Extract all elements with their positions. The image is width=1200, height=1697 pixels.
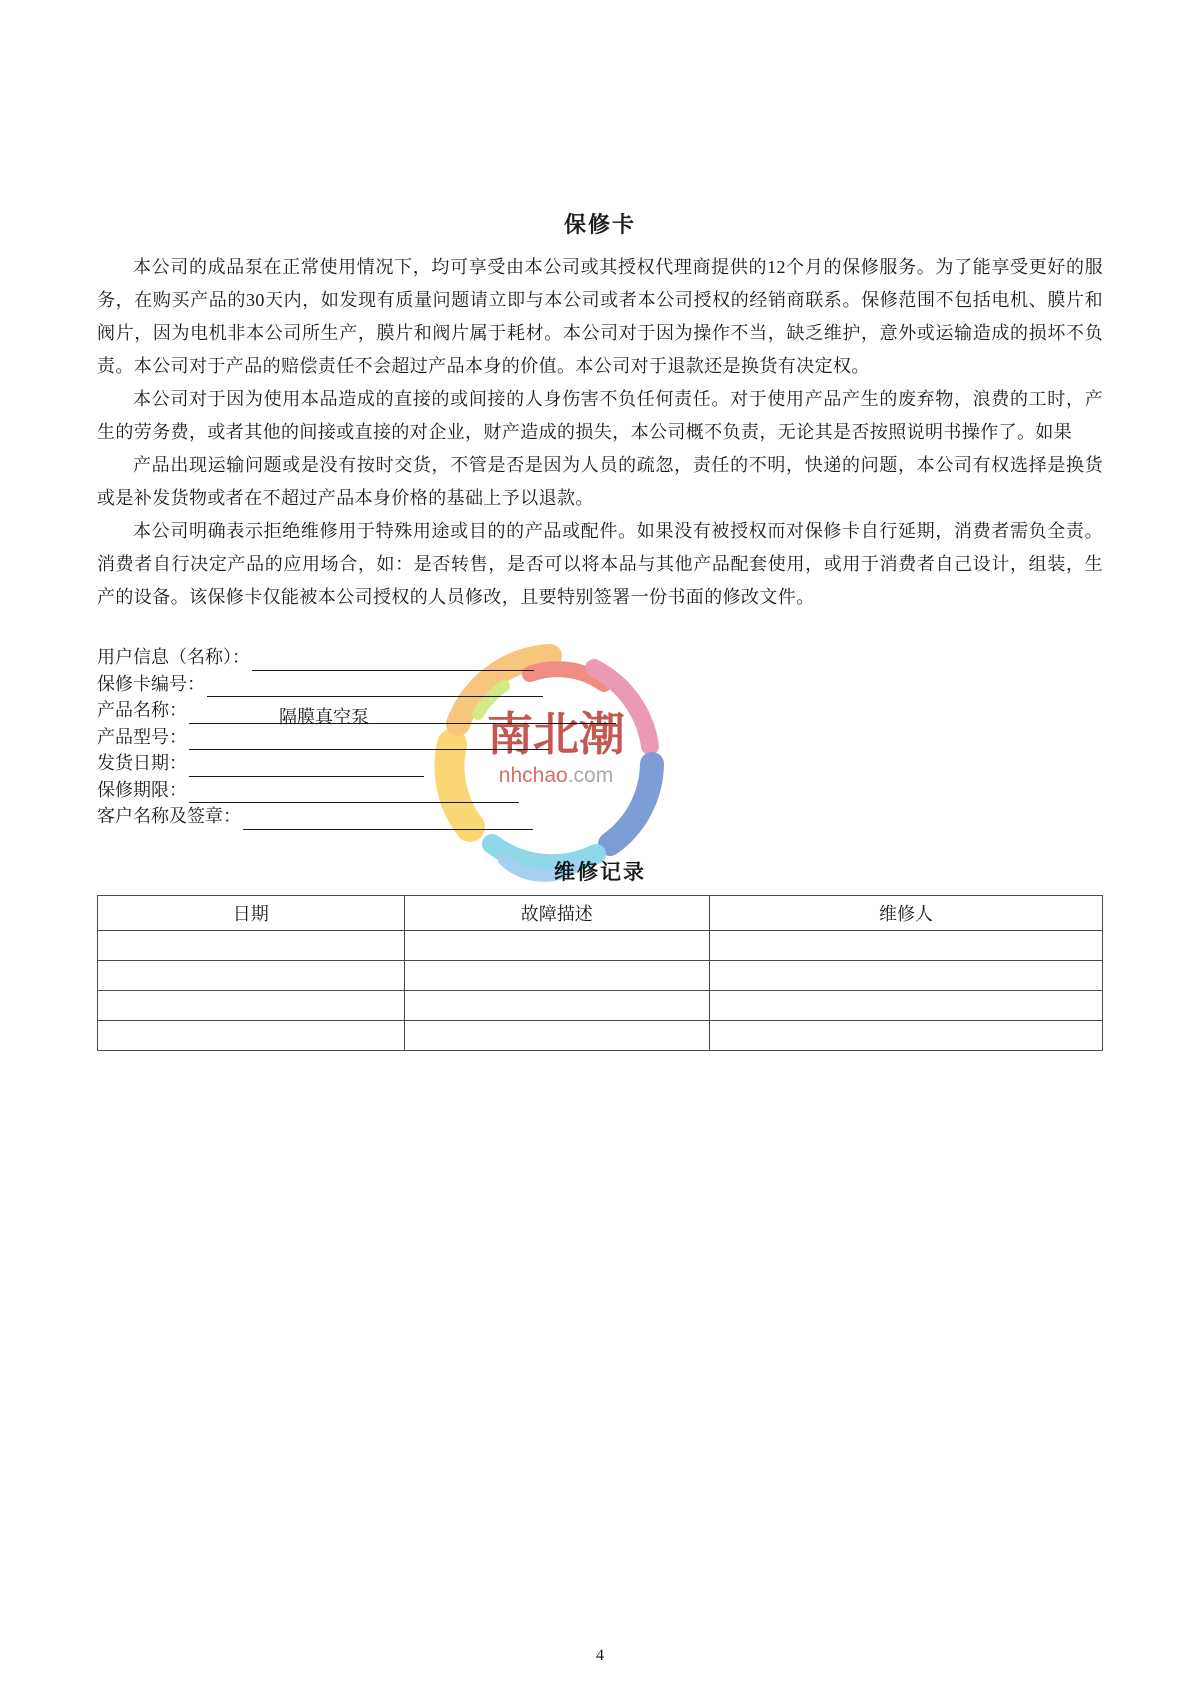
cell-date: [98, 960, 405, 990]
form-value-product-name: 隔膜真空泵: [279, 706, 369, 727]
form-line-customer-signature: [243, 810, 533, 830]
table-row: [98, 960, 1103, 990]
cell-maintainer: [710, 1020, 1103, 1050]
column-header-fault-description: 故障描述: [404, 895, 710, 930]
cell-maintainer: [710, 930, 1103, 960]
watermark-name-text: 南北潮: [487, 709, 625, 760]
table-row: [98, 1020, 1103, 1050]
watermark-domain-text: nhchao: [498, 764, 568, 787]
maintenance-records-table: [97, 895, 1103, 1051]
table-row: [98, 930, 1103, 960]
watermark-tld-text: .com: [567, 764, 614, 787]
page-title: 保修卡: [563, 212, 636, 237]
form-label-warranty-period: 保修期限：: [97, 779, 187, 800]
warranty-paragraph-3: 产品出现运输问题或是没有按时交货，不管是否是因为人员的疏忽，责任的不明，快递的问题，本公司有权选择是换货或是补发货物或者在不超过产品本身价格的基础上予以退款。: [97, 455, 1103, 508]
cell-maintainer: [710, 990, 1103, 1020]
form-label-product-name: 产品名称：: [97, 700, 187, 720]
warranty-paragraph-2: 本公司对于因为使用本品造成的直接的或间接的人身伤害不负任何责任。对于使用产品产生的废弃物，浪费的工时，产生的劳务费，或者其他的间接或直接的对企业，财产造成的损失，本公司概不负责，无论其是否按照说明书操作了。如果: [97, 389, 1103, 442]
form-label-user-info: 用户信息（名称）：: [97, 647, 250, 667]
warranty-paragraph-4: 本公司明确表示拒绝维修用于特殊用途或目的的产品或配件。如果没有被授权而对保修卡自行延期，消费者需负全责。消费者自行决定产品的应用场合，如：是否转售，是否可以将本品与其他产品配套使用，或用于消费者自己设计，组装，生产的设备。该保修卡仅能被本公司授权的人员修改，且要特别签署一份书面的修改文件。: [97, 521, 1103, 607]
form-line-product-name: [189, 704, 616, 727]
form-field-product-model: [97, 724, 1103, 751]
cell-fault-description: [404, 1020, 710, 1050]
maintenance-records-title: 维修记录: [554, 859, 646, 884]
cell-fault-description: [404, 990, 710, 1020]
form-field-warranty-period: [97, 777, 1103, 804]
column-header-maintainer: 维修人: [710, 895, 1103, 930]
warranty-form: [97, 644, 1103, 830]
form-field-ship-date: [97, 750, 1103, 777]
form-field-card-number: [97, 671, 1103, 698]
form-line-card-number: [207, 677, 543, 697]
table-row: [98, 990, 1103, 1020]
form-line-ship-date: [189, 757, 424, 777]
form-field-customer-signature: [97, 803, 1103, 830]
form-label-card-number: 保修卡编号：: [97, 673, 205, 694]
form-field-user-info: [97, 644, 1103, 671]
cell-fault-description: [404, 960, 710, 990]
warranty-paragraph-1: 本公司的成品泵在正常使用情况下，均可享受由本公司或其授权代理商提供的12个月的保修服务。为了能享受更好的服务，在购买产品的30天内，如发现有质量问题请立即与本公司或者本公司授权的经销商联系。保修范围不包括电机、膜片和阀片，因为电机非本公司所生产，膜片和阀片属于耗材。本公司对于因为操作不当，缺乏维护，意外或运输造成的损坏不负责。本公司对于产品的赔偿责任不会超过产品本身的价值。本公司对于退款还是换货有决定权。: [97, 257, 1103, 376]
cell-fault-description: [404, 930, 710, 960]
table-header-row: [98, 895, 1103, 930]
form-line-user-info: [252, 651, 534, 671]
form-line-warranty-period: [189, 783, 519, 803]
form-label-product-model: 产品型号：: [97, 726, 187, 747]
form-field-product-name: [97, 697, 1103, 727]
cell-date: [98, 990, 405, 1020]
form-label-ship-date: 发货日期：: [97, 753, 187, 773]
cell-date: [98, 1020, 405, 1050]
column-header-date: 日期: [98, 895, 405, 930]
warranty-terms: [97, 251, 1103, 614]
form-line-product-model: [189, 730, 549, 750]
cell-date: [98, 930, 405, 960]
form-label-customer-signature: 客户名称及签章：: [97, 806, 241, 826]
cell-maintainer: [710, 960, 1103, 990]
page-number: 4: [596, 1647, 604, 1664]
